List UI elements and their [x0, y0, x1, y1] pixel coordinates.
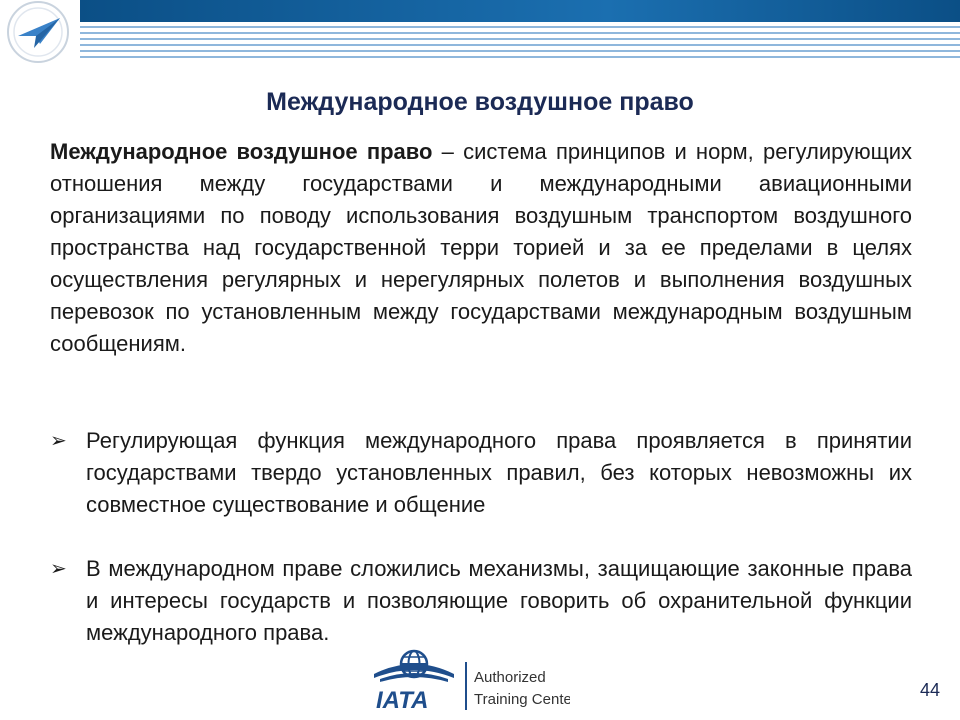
globe-icon — [374, 651, 454, 682]
iata-logo — [370, 648, 570, 714]
header-band-dark — [80, 0, 960, 22]
arrow-bullet-icon: ➢ — [50, 558, 67, 580]
iata-brand-text: IATA — [376, 687, 429, 714]
bullet-text: В международном праве сложились механизмы, защищающие законные права и интересы государств и позволяющие говорить об охранительной функции международного права. — [86, 556, 912, 645]
training-center-text: Training Center — [474, 691, 570, 708]
authorized-text: Authorized — [474, 669, 546, 686]
bullet-item — [50, 553, 912, 649]
header-band-stripes — [80, 22, 960, 62]
bullet-text: Регулирующая функция международного права проявляется в принятии государствами твердо установленных правил, без которых невозможны их совместное существование и общение — [86, 428, 912, 517]
academy-logo — [0, 0, 80, 64]
iata-training-logo — [370, 648, 570, 714]
bullet-item — [50, 425, 912, 521]
paper-plane-icon — [0, 0, 80, 64]
page-number: 44 — [919, 680, 940, 700]
definition-paragraph — [50, 136, 912, 360]
slide-title: Международное воздушное право — [266, 88, 694, 116]
arrow-bullet-icon: ➢ — [50, 430, 67, 452]
definition-term: Международное воздушное право — [50, 139, 433, 164]
definition-text: – система принципов и норм, регулирующих отношения между государствами и международными авиационными организациями по поводу использования воздушным транспортом воздушного пространства над государственной терри торией и за ее пределами в целях осуществления регулярных и нерегулярных полетов и выполнения воздушных перевозок по установленным между государствами международным воздушным сообщениям. — [50, 139, 912, 356]
